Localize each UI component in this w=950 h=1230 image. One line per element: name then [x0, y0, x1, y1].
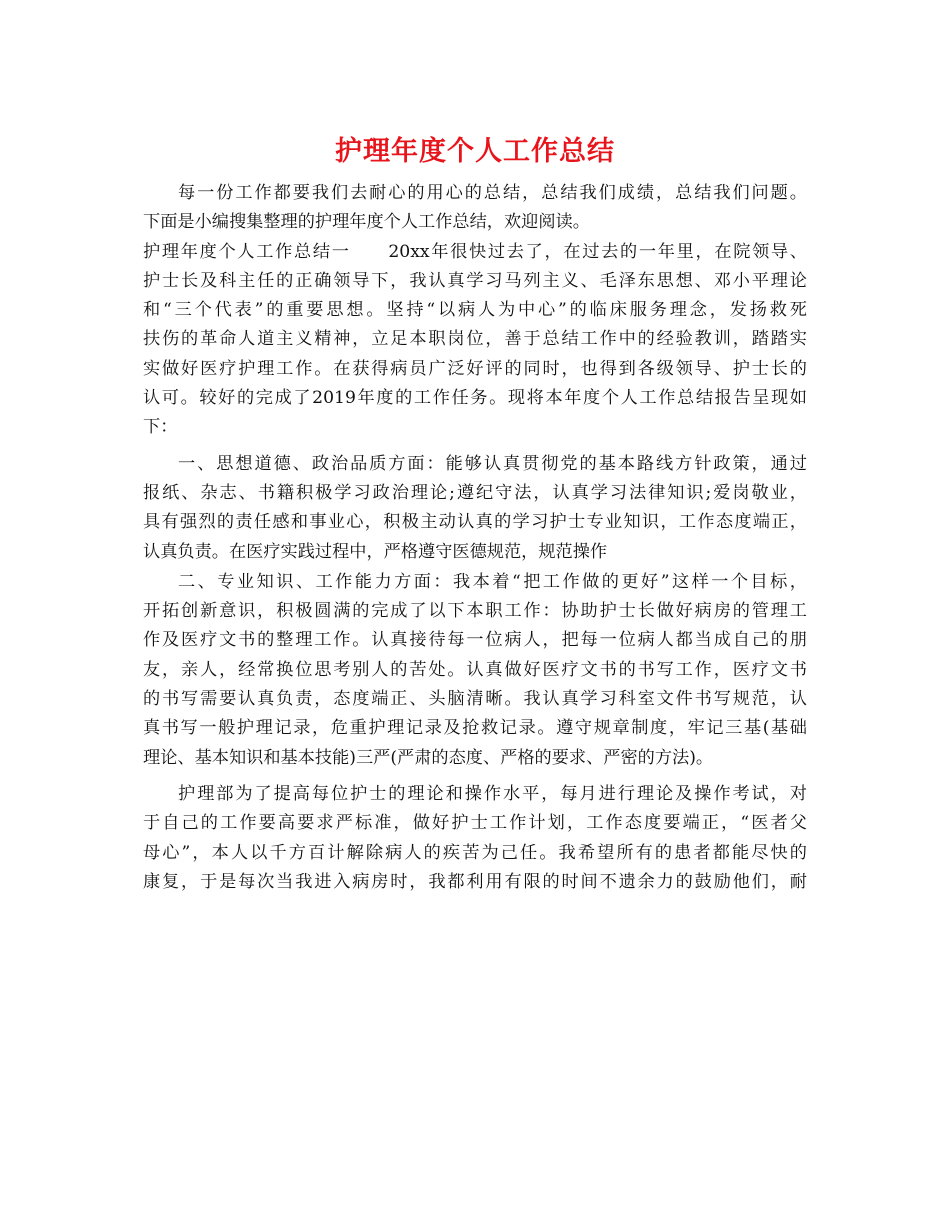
text-line: 二、专业知识、工作能力方面：我本着“把工作做的更好”这样一个目标，: [178, 571, 807, 592]
text-line: 友，亲人，经常换位思考别人的苦处。认真做好医疗文书的书写工作，医疗文书: [143, 659, 807, 680]
text-line: 开拓创新意识，积极圆满的完成了以下本职工作：协助护士长做好病房的管理工: [143, 601, 807, 622]
text-line: 护士长及科主任的正确领导下，我认真学习马列主义、毛泽东思想、邓小平理论: [143, 270, 807, 291]
text-line: 报纸、杂志、书籍积极学习政治理论;遵纪守法，认真学习法律知识;爱岗敬业，: [143, 482, 807, 503]
text-line: 康复，于是每次当我进入病房时，我都利用有限的时间不遗余力的鼓励他们，耐: [143, 871, 807, 892]
text-line: 具有强烈的责任感和事业心，积极主动认真的学习护士专业知识，工作态度端正，: [143, 512, 807, 533]
text-line: 和“三个代表”的重要思想。坚持“以病人为中心”的临床服务理念，发扬救死: [143, 300, 807, 321]
document-body: [143, 179, 807, 897]
text-line: 实做好医疗护理工作。在获得病员广泛好评的同时，也得到各级领导、护士长的: [143, 358, 807, 379]
text-line: 真书写一般护理记录，危重护理记录及抢救记录。遵守规章制度，牢记三基(基础: [143, 718, 807, 739]
text-line: 的书写需要认真负责，态度端正、头脑清晰。我认真学习科室文件书写规范，认: [143, 689, 807, 710]
text-line: 认可。较好的完成了2019年度的工作任务。现将本年度个人工作总结报告呈现如: [143, 388, 807, 409]
document-title: 护理年度个人工作总结: [335, 136, 615, 167]
text-line: 下面是小编搜集整理的护理年度个人工作总结，欢迎阅读。: [143, 212, 590, 233]
text-line: 于自己的工作要高要求严标准，做好护士工作计划，工作态度要端正，“医者父: [143, 813, 807, 834]
text-line: 护理部为了提高每位护士的理论和操作水平，每月进行理论及操作考试，对: [178, 783, 807, 804]
text-line: 作及医疗文书的整理工作。认真接待每一位病人，把每一位病人都当成自己的朋: [143, 630, 807, 651]
text-line: 一、思想道德、政治品质方面：能够认真贯彻党的基本路线方针政策，通过: [178, 453, 807, 474]
text-line: 母心”，本人以千方百计解除病人的疾苦为己任。我希望所有的患者都能尽快的: [143, 842, 807, 863]
text-line: 认真负责。在医疗实践过程中，严格遵守医德规范，规范操作: [143, 541, 608, 562]
text-line: 每一份工作都要我们去耐心的用心的总结，总结我们成绩，总结我们问题。: [178, 183, 807, 203]
text-line: 理论、基本知识和基本技能)三严(严肃的态度、严格的要求、严密的方法)。: [143, 747, 714, 768]
text-line: 下：: [143, 417, 178, 438]
text-line: 护理年度个人工作总结一 20xx年很快过去了，在过去的一年里，在院领导、: [143, 241, 807, 262]
text-line: 扶伤的革命人道主义精神，立足本职岗位，善于总结工作中的经验教训，踏踏实: [143, 329, 807, 350]
